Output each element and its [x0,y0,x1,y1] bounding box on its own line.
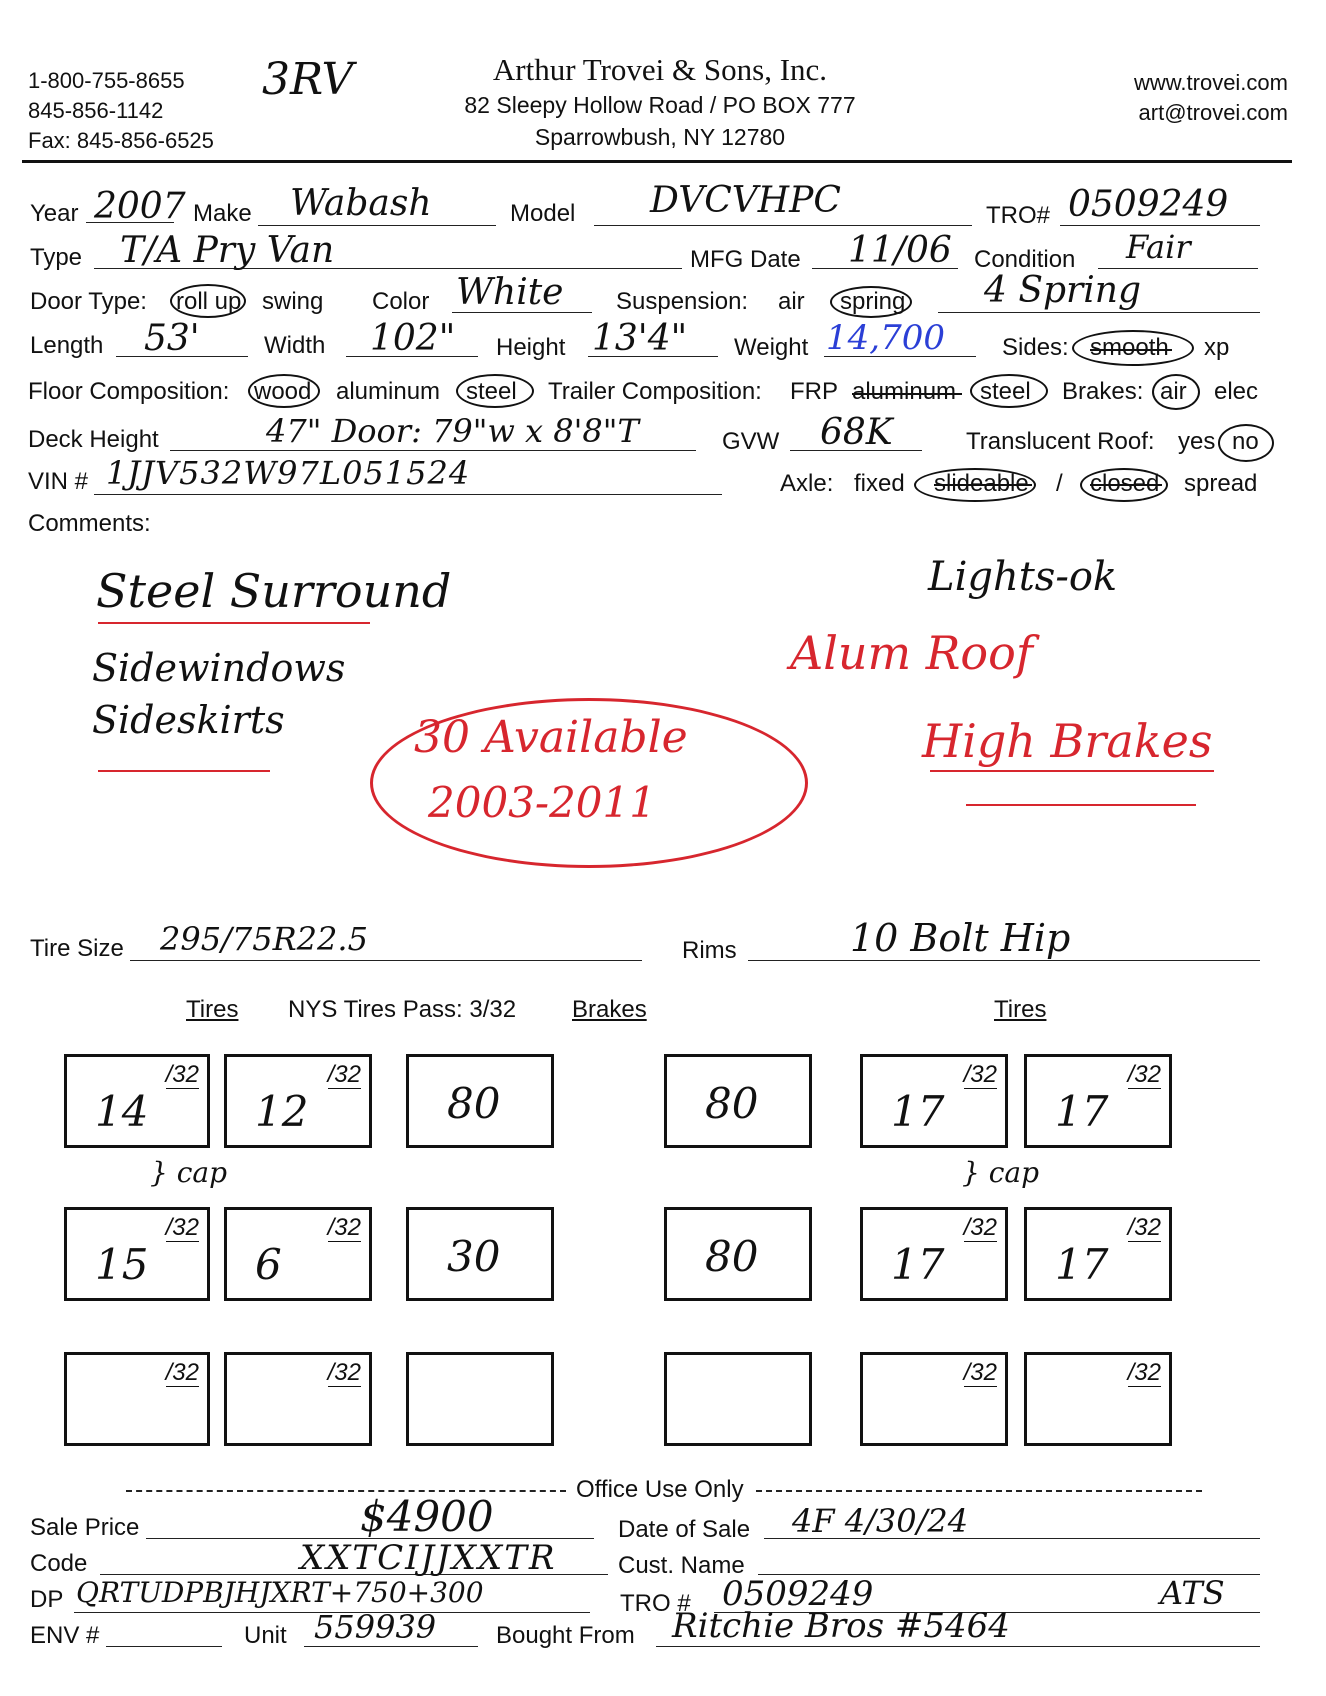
trailer-comp-label: Trailer Composition: [548,378,762,405]
tc-opt-aluminum: aluminum [852,378,957,405]
comment-years: 2003-2011 [428,778,656,827]
floor-label: Floor Composition: [28,378,230,405]
model-value: DVCVHPC [650,180,841,221]
height-label: Height [496,334,566,361]
header-divider [22,160,1292,163]
comment-alum-roof: Alum Roof [790,626,1033,680]
reading-box [1024,1207,1172,1301]
comment-underline-2 [98,770,270,772]
suspension-line [938,312,1260,313]
reading-value: 6 [255,1240,282,1289]
axle-opt-fixed: fixed [854,470,905,497]
mfg-value: 11/06 [848,230,952,271]
weight-label: Weight [734,334,809,361]
reading-box [664,1352,812,1446]
reading-box [64,1054,210,1148]
nys-tires-heading: NYS Tires Pass: 3/32 [288,996,517,1023]
env-label: ENV # [30,1622,100,1649]
bought-from-line [656,1646,1260,1647]
rims-label: Rims [682,937,737,964]
unit-value: 559939 [314,1608,437,1646]
axle-opt-closed: closed [1090,470,1160,497]
reading-box [224,1207,372,1301]
reading-box [224,1352,372,1446]
handwritten-code: 3RV [262,54,354,105]
sides-label: Sides: [1002,334,1069,361]
fraction-label: /32 [165,1359,199,1386]
color-label: Color [372,288,430,315]
reading-value: 17 [891,1087,945,1136]
code-value: XXTCIJJXXTR [300,1538,557,1578]
reading-box [860,1054,1008,1148]
tro-label: TRO# [986,202,1051,229]
comment-lights-ok: Lights-ok [928,554,1118,600]
email: art@trovei.com [1138,100,1288,125]
fax-number: Fax: 845-856-6525 [28,128,214,153]
slideable-circle [914,468,1036,502]
susp-opt-spring: spring [840,288,906,315]
reading-value: 14 [95,1087,149,1136]
mfg-label: MFG Date [690,246,801,273]
fraction-label: /32 [963,1061,997,1088]
door-opt-rollup: roll up [176,288,242,315]
door-type-label: Door Type: [30,288,147,315]
color-value: White [456,272,564,313]
wood-circle [248,374,320,408]
sides-opt-smooth: smooth [1090,334,1169,361]
rims-value: 10 Bolt Hip [850,916,1071,960]
reading-value: 17 [891,1240,945,1289]
date-of-sale-label: Date of Sale [618,1516,751,1543]
width-value: 102" [370,318,456,359]
unit-label: Unit [244,1622,287,1649]
air-circle [1152,374,1200,410]
bought-from-label: Bought From [496,1622,635,1649]
company-address-2: Sparrowbush, NY 12780 [534,124,786,150]
office-divider-right [756,1490,1202,1492]
reading-box [1024,1352,1172,1446]
closed-circle [1080,468,1168,502]
door-rollup-circle [170,284,246,318]
width-label: Width [264,332,326,359]
gvw-value: 68K [820,412,893,453]
office-tro-value: 0509249 [722,1574,874,1614]
comments-label: Comments: [28,510,151,537]
dp-label: DP [30,1586,64,1613]
tc-opt-steel: steel [980,378,1031,405]
brakes-opt-air: air [1160,378,1187,405]
tc-opt-frp: FRP [790,378,838,405]
vin-label: VIN # [28,468,89,495]
comment-sideskirts: Sideskirts [92,698,285,742]
tires-heading-left: Tires [186,996,239,1023]
model-line [594,225,972,226]
roof-opt-yes: yes [1178,428,1216,455]
reading-box [406,1352,554,1446]
floor-opt-aluminum: aluminum [336,378,441,405]
deck-height-label: Deck Height [28,426,159,453]
phone-2: 845-856-1142 [28,98,164,123]
height-value: 13'4" [592,318,688,359]
brakes-opt-elec: elec [1214,378,1259,405]
office-tro-label: TRO # [620,1590,691,1617]
sides-opt-xp: xp [1204,334,1230,361]
company-name: Arthur Trovei & Sons, Inc. [492,52,828,87]
reading-value: 15 [95,1240,149,1289]
make-value: Wabash [290,183,432,224]
reading-value: 80 [705,1232,759,1281]
reading-box [1024,1054,1172,1148]
condition-line [1098,268,1258,269]
fraction-label: /32 [1127,1061,1161,1088]
company-address-1: 82 Sleepy Hollow Road / PO BOX 777 [464,92,856,118]
fraction-label: /32 [963,1214,997,1241]
steel-circle [456,374,534,408]
brakes-heading: Brakes [572,996,647,1023]
tc-steel-circle [970,374,1048,408]
tro-value: 0509249 [1068,184,1229,225]
no-circle [1218,424,1274,462]
fraction-label: /32 [327,1214,361,1241]
reading-box [224,1054,372,1148]
axle-separator: / [1056,470,1063,497]
unit-line [304,1646,478,1647]
reading-value: 17 [1055,1087,1109,1136]
make-label: Make [193,200,252,227]
phone-1: 1-800-755-8655 [28,68,185,93]
condition-label: Condition [974,246,1076,273]
reading-box [64,1352,210,1446]
floor-opt-wood: wood [254,378,312,405]
vin-line [94,494,722,495]
office-tro-initials: ATS [1160,1574,1225,1612]
suspension-label: Suspension: [616,288,749,315]
fraction-label: /32 [1127,1214,1161,1241]
tire-size-label: Tire Size [30,935,124,962]
floor-opt-steel: steel [466,378,517,405]
comment-sidewindows: Sidewindows [92,646,346,690]
cust-name-label: Cust. Name [618,1552,745,1579]
reading-box [406,1207,554,1301]
fraction-label: /32 [963,1359,997,1386]
reading-box [860,1352,1008,1446]
reading-value: 80 [447,1079,501,1128]
reading-box [64,1207,210,1301]
fraction-label: /32 [165,1214,199,1241]
env-line [106,1646,222,1647]
reading-box [406,1054,554,1148]
gvw-label: GVW [722,428,780,455]
sale-price-value: $4900 [360,1492,494,1541]
comment-underline-3 [930,770,1214,772]
length-label: Length [30,332,104,359]
year-label: Year [30,200,79,227]
length-value: 53' [144,318,200,359]
suspension-note: 4 Spring [984,270,1142,311]
vin-value: 1JJV532W97L051524 [106,454,471,492]
office-use-heading: Office Use Only [576,1476,744,1503]
axle-opt-slideable: slideable [934,470,1029,497]
office-divider-left [126,1490,566,1492]
reading-value: 17 [1055,1240,1109,1289]
reading-value: 30 [447,1232,501,1281]
axle-label: Axle: [780,470,834,497]
condition-value: Fair [1126,228,1191,266]
type-value: T/A Pry Van [120,230,335,271]
door-opt-swing: swing [262,288,324,315]
smooth-circle [1072,330,1194,366]
make-line [258,225,496,226]
comment-underline-1 [98,622,370,624]
deck-height-line [170,450,696,451]
weight-value: 14,700 [826,318,945,358]
reading-box [664,1207,812,1301]
date-of-sale-value: 4F 4/30/24 [792,1502,969,1540]
year-value: 2007 [94,186,186,227]
dp-value: QRTUDPBJHJXRT+750+300 [76,1576,484,1609]
comment-underline-4 [966,804,1196,806]
reading-box [860,1207,1008,1301]
tro-line [1060,225,1260,226]
reading-value: 80 [705,1079,759,1128]
website: www.trovei.com [1133,70,1288,95]
type-label: Type [30,244,83,271]
sale-price-label: Sale Price [30,1514,140,1541]
fraction-label: /32 [327,1061,361,1088]
bought-from-value: Ritchie Bros #5464 [672,1606,1010,1646]
fraction-label: /32 [1127,1359,1161,1386]
cap-note-left: } cap [150,1156,228,1189]
code-label: Code [30,1550,88,1577]
reading-value: 12 [255,1087,309,1136]
tires-heading-right: Tires [994,996,1047,1023]
deck-height-value: 47" Door: 79"w x 8'8"T [266,412,639,450]
reading-box [664,1054,812,1148]
translucent-roof-label: Translucent Roof: [966,428,1155,455]
cap-note-right: } cap [962,1156,1040,1189]
tire-size-line [130,960,642,961]
comment-steel-surround: Steel Surround [96,564,452,618]
tire-size-value: 295/75R22.5 [160,920,368,958]
susp-opt-air: air [778,288,805,315]
aluminum-strike [852,393,962,395]
rims-line [748,960,1260,961]
fraction-label: /32 [165,1061,199,1088]
model-label: Model [510,200,576,227]
roof-opt-no: no [1232,428,1259,455]
comment-high-brakes: High Brakes [922,714,1213,768]
spring-circle [830,286,912,318]
axle-opt-spread: spread [1184,470,1258,497]
brakes-label: Brakes: [1062,378,1144,405]
comment-available: 30 Available [414,712,688,763]
fraction-label: /32 [327,1359,361,1386]
